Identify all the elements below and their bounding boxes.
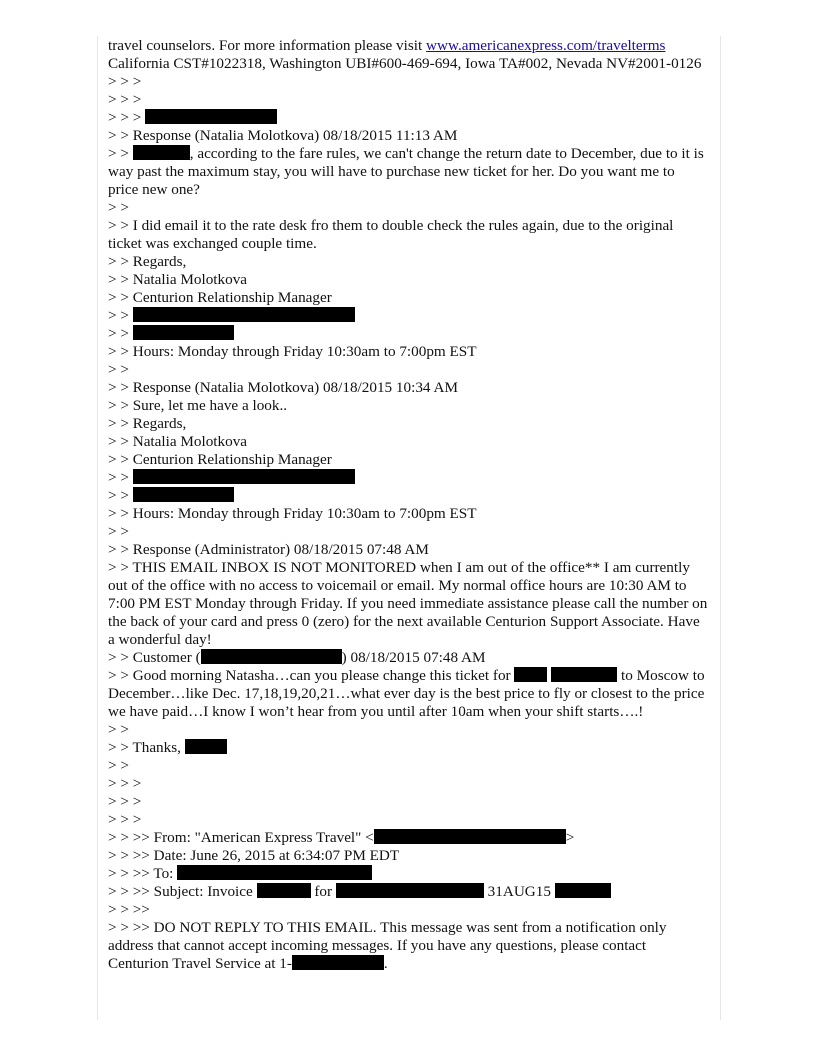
quote-line: > > >>	[108, 901, 150, 918]
redaction	[257, 883, 311, 898]
signature-name: > > Natalia Molotkova	[108, 271, 248, 288]
quote-line: > > >	[108, 73, 142, 90]
redaction	[177, 865, 372, 880]
license-line: California CST#1022318, Washington UBI#600-469-694, Iowa TA#002, Nevada NV#2001-0126	[108, 55, 702, 72]
response-header: > > Response (Natalia Molotkova) 08/18/2015 10:34 AM	[108, 379, 458, 396]
signature-redacted: > >	[108, 487, 708, 505]
forward-from: > > >> From: "American Express Travel" < >	[108, 829, 575, 846]
forward-subject: > > >> Subject: Invoice for 31AUG15	[108, 883, 708, 901]
redaction	[133, 307, 355, 322]
customer-body: > > Good morning Natasha…can you please change this ticket for to Moscow to December…like Dec. 17,18,19,20,21…what ever day is the best price to fly or closest to the price we have paid…I know I won’t hear from you until after 10am when your shift starts….!	[108, 667, 709, 720]
quote-line: > >	[108, 199, 129, 216]
quote-line: > >	[108, 721, 129, 738]
redaction	[336, 883, 484, 898]
response-body: > > Sure, let me have a look..	[108, 397, 288, 414]
redaction	[374, 829, 566, 844]
signature-hours: > > Hours: Monday through Friday 10:30am to 7:00pm EST	[108, 505, 477, 522]
intro-text: travel counselors. For more information please visit	[108, 37, 427, 54]
email-body	[108, 37, 712, 973]
intro-line	[108, 37, 708, 55]
quote-line: > >	[108, 361, 129, 378]
response-body: > > , according to the fare rules, we can't change the return date to December, due to it is way past the maximum stay, you will have to purchase new ticket for her. Do you want me to price new one?	[108, 145, 708, 198]
signature-name: > > Natalia Molotkova	[108, 433, 248, 450]
signature-regards: > > Regards,	[108, 253, 187, 270]
redaction	[514, 667, 547, 682]
signature-redacted: > >	[108, 469, 708, 487]
forward-date: > > >> Date: June 26, 2015 at 6:34:07 PM EDT	[108, 847, 400, 864]
signature-title: > > Centurion Relationship Manager	[108, 451, 332, 468]
signature-hours: > > Hours: Monday through Friday 10:30am to 7:00pm EST	[108, 343, 477, 360]
redaction	[133, 469, 355, 484]
forward-to: > > >> To:	[108, 865, 708, 883]
redaction	[201, 649, 342, 664]
response-body: > > THIS EMAIL INBOX IS NOT MONITORED when I am out of the office** I am currently out of the office with no access to voicemail or email. My normal office hours are 10:30 AM to 7:00 PM EST Monday through Friday. If you need immediate assistance please call the number on the back of your card and press 0 (zero) for the next available Centurion Support Associate. Have a wonderful day!	[108, 559, 712, 648]
redaction	[292, 955, 384, 970]
redaction	[555, 883, 611, 898]
response-header: > > Response (Natalia Molotkova) 08/18/2015 11:13 AM	[108, 127, 458, 144]
redaction	[185, 739, 227, 754]
redaction	[133, 145, 190, 160]
quote-line: > > >	[108, 811, 142, 828]
customer-thanks: > > Thanks,	[108, 739, 708, 757]
redaction	[551, 667, 617, 682]
quote-line: > > >	[108, 91, 142, 108]
signature-redacted: > >	[108, 307, 708, 325]
quote-line: > >	[108, 757, 129, 774]
noreply-notice: > > >> DO NOT REPLY TO THIS EMAIL. This message was sent from a notification only address that cannot accept incoming messages. If you have any questions, please contact Centurion Travel Service at 1- .	[108, 919, 671, 972]
signature-regards: > > Regards,	[108, 415, 187, 432]
quote-line: > > >	[108, 793, 142, 810]
redaction	[133, 487, 234, 502]
signature-redacted: > >	[108, 325, 708, 343]
redaction	[133, 325, 234, 340]
customer-header: > > Customer ( ) 08/18/2015 07:48 AM	[108, 649, 486, 666]
quote-line: > > >	[108, 775, 142, 792]
quote-line: > >	[108, 523, 129, 540]
redaction	[145, 109, 277, 124]
travelterms-link[interactable]: www.americanexpress.com/travelterms	[426, 37, 666, 54]
signature-title: > > Centurion Relationship Manager	[108, 289, 332, 306]
response-body: > > I did email it to the rate desk fro them to double check the rules again, due to the original ticket was exchanged couple time.	[108, 217, 678, 252]
quote-line: > > >	[108, 109, 708, 127]
response-header: > > Response (Administrator) 08/18/2015 07:48 AM	[108, 541, 429, 558]
